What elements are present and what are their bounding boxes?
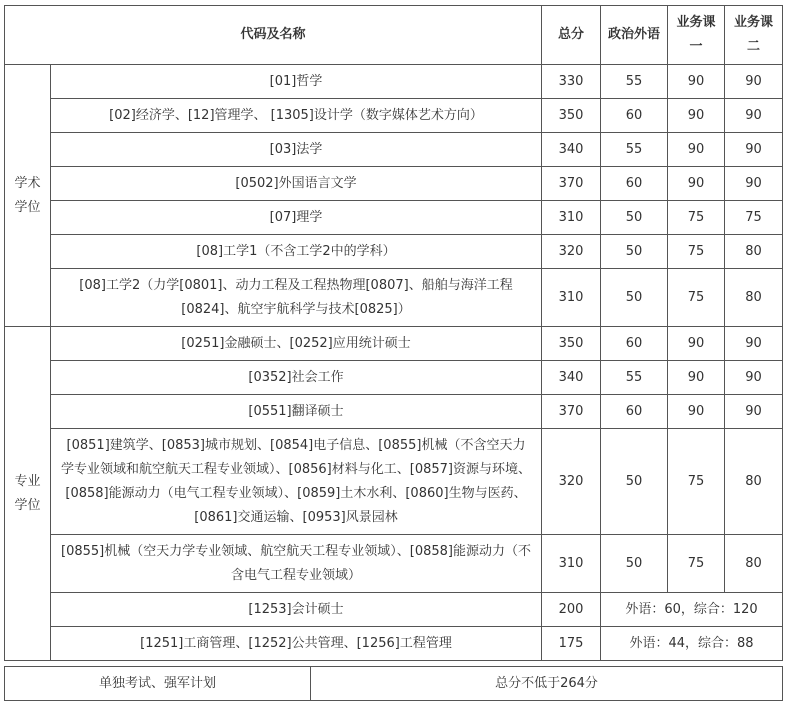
row-course1: 75	[668, 235, 725, 269]
row-total: 330	[542, 65, 601, 99]
row-course2: 75	[725, 201, 783, 235]
table-row	[5, 535, 783, 593]
row-name: [07]理学	[51, 201, 542, 235]
table-row	[5, 327, 783, 361]
row-total: 320	[542, 235, 601, 269]
row-total: 320	[542, 429, 601, 535]
row-name: [02]经济学、[12]管理学、 [1305]设计学（数字媒体艺术方向）	[51, 99, 542, 133]
row-politics: 50	[601, 269, 668, 327]
row-name: [1253]会计硕士	[51, 593, 542, 627]
row-politics: 60	[601, 99, 668, 133]
footer-value: 总分不低于264分	[311, 667, 783, 701]
row-course2: 90	[725, 65, 783, 99]
row-name: [1251]工商管理、[1252]公共管理、[1256]工程管理	[51, 627, 542, 661]
table-row	[5, 201, 783, 235]
row-course1: 90	[668, 133, 725, 167]
row-total: 310	[542, 201, 601, 235]
row-name: [0855]机械（空天力学专业领域、航空航天工程专业领域）、[0858]能源动力（不含电气工程专业领域）	[51, 535, 542, 593]
row-name: [0502]外国语言文学	[51, 167, 542, 201]
row-course1: 75	[668, 429, 725, 535]
header-name: 代码及名称	[5, 6, 542, 65]
row-total: 370	[542, 167, 601, 201]
row-course2: 90	[725, 133, 783, 167]
table-row	[5, 235, 783, 269]
row-politics: 55	[601, 361, 668, 395]
row-course2: 80	[725, 535, 783, 593]
row-name: [08]工学1（不含工学2中的学科）	[51, 235, 542, 269]
category-academic: 学术学位	[5, 65, 51, 327]
row-politics: 50	[601, 429, 668, 535]
row-course1: 90	[668, 65, 725, 99]
row-total: 310	[542, 269, 601, 327]
table-row	[5, 99, 783, 133]
row-course2: 90	[725, 99, 783, 133]
row-course1: 75	[668, 201, 725, 235]
row-total: 175	[542, 627, 601, 661]
row-course2: 80	[725, 429, 783, 535]
header-row	[5, 6, 783, 65]
footer-row	[5, 667, 783, 701]
row-name: [08]工学2（力学[0801]、动力工程及工程热物理[0807]、船舶与海洋工程[0824]、航空宇航科学与技术[0825]）	[51, 269, 542, 327]
row-course1: 90	[668, 395, 725, 429]
row-politics: 50	[601, 201, 668, 235]
table-row-accounting	[5, 593, 783, 627]
row-combined: 外语：60，综合：120	[601, 593, 783, 627]
row-name: [0352]社会工作	[51, 361, 542, 395]
row-total: 310	[542, 535, 601, 593]
row-total: 340	[542, 361, 601, 395]
row-name: [03]法学	[51, 133, 542, 167]
footer-label: 单独考试、强军计划	[5, 667, 311, 701]
row-course2: 90	[725, 327, 783, 361]
table-row	[5, 133, 783, 167]
row-course2: 90	[725, 361, 783, 395]
row-politics: 55	[601, 65, 668, 99]
score-table	[4, 5, 783, 661]
row-course2: 90	[725, 167, 783, 201]
row-course1: 90	[668, 167, 725, 201]
row-total: 200	[542, 593, 601, 627]
header-course2: 业务课二	[725, 6, 783, 65]
row-total: 340	[542, 133, 601, 167]
header-total: 总分	[542, 6, 601, 65]
row-politics: 50	[601, 535, 668, 593]
row-course2: 80	[725, 269, 783, 327]
footer-table	[4, 666, 783, 701]
table-row	[5, 429, 783, 535]
row-politics: 55	[601, 133, 668, 167]
row-total: 350	[542, 99, 601, 133]
table-row	[5, 395, 783, 429]
category-professional: 专业学位	[5, 327, 51, 661]
row-politics: 60	[601, 327, 668, 361]
header-course1: 业务课一	[668, 6, 725, 65]
table-row-mba	[5, 627, 783, 661]
row-politics: 50	[601, 235, 668, 269]
table-row	[5, 361, 783, 395]
table-row	[5, 65, 783, 99]
row-total: 370	[542, 395, 601, 429]
row-combined: 外语：44，综合：88	[601, 627, 783, 661]
row-course1: 75	[668, 269, 725, 327]
row-total: 350	[542, 327, 601, 361]
row-course1: 90	[668, 99, 725, 133]
row-course1: 90	[668, 327, 725, 361]
row-course1: 90	[668, 361, 725, 395]
row-course2: 90	[725, 395, 783, 429]
table-row	[5, 269, 783, 327]
row-name: [0851]建筑学、[0853]城市规划、[0854]电子信息、[0855]机械（不含空天力学专业领域和航空航天工程专业领域）、[0856]材料与化工、[0857]资源与环境、[0858]能源动力（电气工程专业领域）、[0859]土木水利、[0860]生物与医药、[0861]交通运输、[0953]风景园林	[51, 429, 542, 535]
row-course1: 75	[668, 535, 725, 593]
table-row	[5, 167, 783, 201]
row-name: [0251]金融硕士、[0252]应用统计硕士	[51, 327, 542, 361]
row-politics: 60	[601, 395, 668, 429]
row-course2: 80	[725, 235, 783, 269]
row-name: [01]哲学	[51, 65, 542, 99]
header-politics: 政治外语	[601, 6, 668, 65]
row-politics: 60	[601, 167, 668, 201]
row-name: [0551]翻译硕士	[51, 395, 542, 429]
